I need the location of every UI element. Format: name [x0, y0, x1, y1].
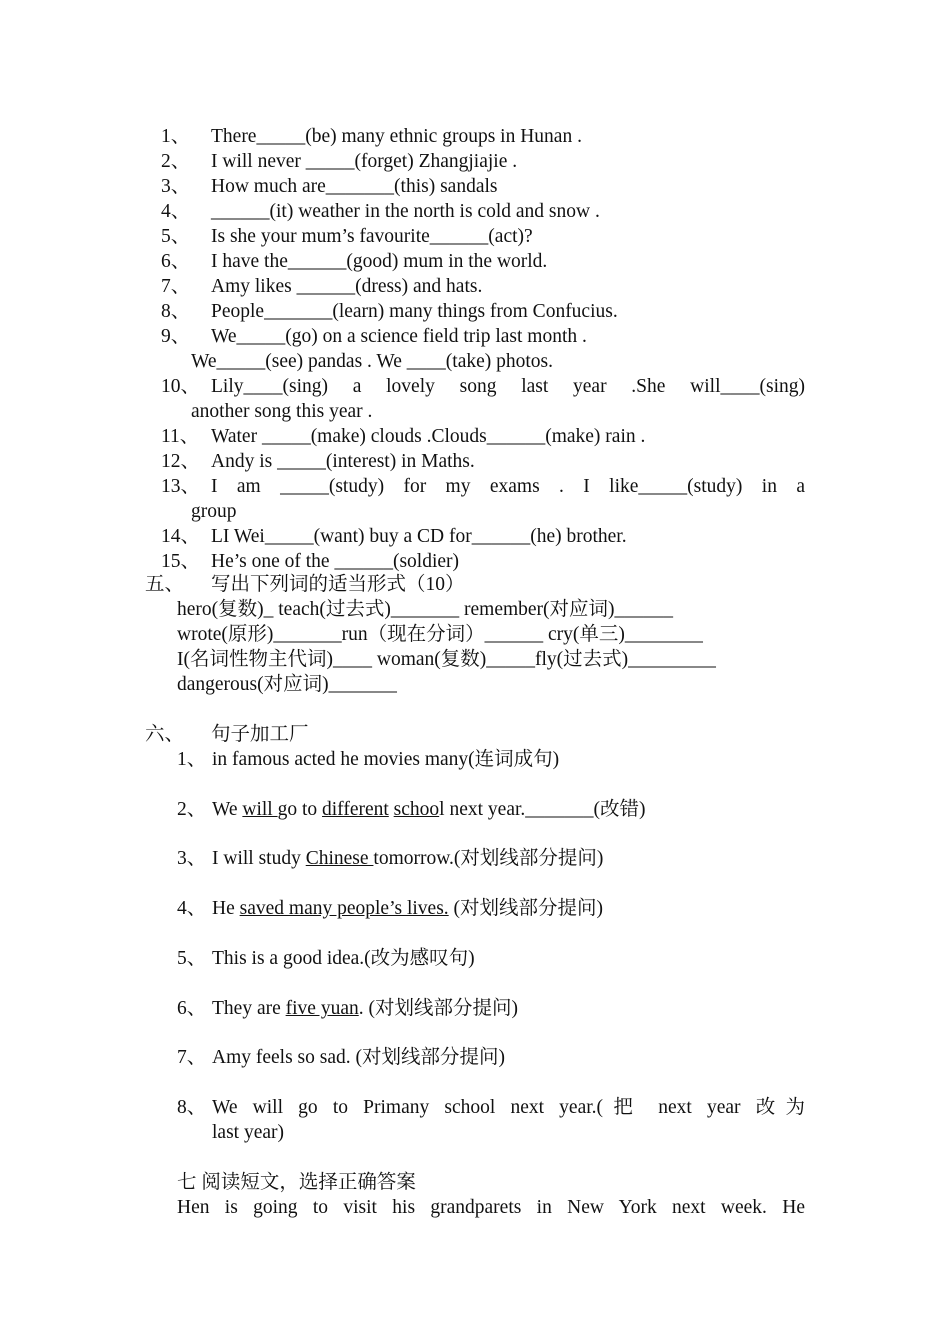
exercise-text: How much are_______(this) sandals: [211, 176, 498, 197]
underlined-text: will: [242, 799, 278, 820]
item-number: 6、: [177, 998, 207, 1019]
item-number: 15、: [161, 551, 201, 572]
word-form-line: I(名词性物主代词)____ woman(复数)_____fly(过去式)_________: [177, 649, 716, 670]
item-number: 11、: [161, 426, 200, 447]
exercise-text: We will go to Primany school next year.(把 next year 改为: [212, 1097, 805, 1118]
item-number: 6、: [161, 251, 191, 272]
section-heading-number: 六、: [145, 724, 185, 745]
item-number: 1、: [161, 126, 191, 147]
exercise-text: [212, 797, 646, 822]
word-form-line: wrote(原形)_______run（现在分词）______ cry(单三)________: [177, 624, 703, 645]
item-number: 9、: [161, 326, 191, 347]
item-number: 4、: [177, 898, 207, 919]
item-number: 7、: [177, 1047, 207, 1068]
exercise-text: He’s one of the ______(soldier): [211, 551, 460, 572]
item-number: 13、: [161, 476, 201, 497]
word-form-line: hero(复数)_ teach(过去式)_______ remember(对应词)______: [177, 599, 674, 620]
text-fragment: tomorrow.(对划线部分提问): [373, 848, 604, 869]
exercise-text: [212, 846, 603, 871]
underlined-text: saved many people’s lives.: [239, 898, 449, 919]
exercise-text: Amy feels so sad. (对划线部分提问): [212, 1047, 506, 1068]
item-number: 14、: [161, 526, 201, 547]
underlined-text: five yuan: [285, 998, 359, 1019]
section-heading-number: 五、: [145, 574, 185, 595]
item-number: 2、: [177, 799, 207, 820]
exercise-text-continued: group: [191, 501, 237, 522]
text-fragment: . (对划线部分提问): [358, 998, 518, 1019]
underlined-text: Chinese: [305, 848, 374, 869]
item-number: 3、: [161, 176, 191, 197]
exercise-text: [212, 996, 518, 1021]
exercise-text: Lily____(sing) a lovely song last year .She will____(sing): [211, 376, 805, 397]
item-number: 7、: [161, 276, 191, 297]
exercise-text: People_______(learn) many things from Confucius.: [211, 301, 618, 322]
exercise-text: Water _____(make) clouds .Clouds______(make) rain .: [211, 426, 646, 447]
reading-passage-line: Hen is going to visit his grandparets in New York next week. He: [177, 1197, 805, 1218]
text-fragment: go to: [277, 799, 323, 820]
item-number: 5、: [177, 948, 207, 969]
exercise-text: This is a good idea.(改为感叹句): [212, 948, 475, 969]
text-fragment: I will study: [212, 848, 306, 869]
section-heading: 句子加工厂: [211, 724, 309, 745]
exercise-text: in famous acted he movies many(连词成句): [212, 749, 560, 770]
item-number: 12、: [161, 451, 201, 472]
text-fragment: (对划线部分提问): [448, 898, 604, 919]
exercise-text: I will never _____(forget) Zhangjiajie .: [211, 151, 518, 172]
exercise-text: [212, 896, 603, 921]
underlined-text: different: [322, 799, 389, 820]
exercise-text: Amy likes ______(dress) and hats.: [211, 276, 483, 297]
exercise-text-continued: We_____(see) pandas . We ____(take) photos.: [191, 351, 554, 372]
section-heading: 七 阅读短文，选择正确答案: [177, 1172, 416, 1193]
exercise-text: I am _____(study) for my exams . I like_____(study) in a: [211, 476, 805, 497]
text-fragment: l next year._______(改错): [439, 799, 646, 820]
exercise-text: ______(it) weather in the north is cold and snow .: [211, 201, 600, 222]
text-fragment: He: [212, 898, 240, 919]
exercise-text-continued: another song this year .: [191, 401, 373, 422]
item-number: 2、: [161, 151, 191, 172]
item-number: 3、: [177, 848, 207, 869]
item-number: 5、: [161, 226, 191, 247]
exercise-text: We_____(go) on a science field trip last month .: [211, 326, 587, 347]
item-number: 4、: [161, 201, 191, 222]
exercise-text-continued: last year): [212, 1122, 285, 1143]
item-number: 8、: [177, 1097, 207, 1118]
item-number: 10、: [161, 376, 201, 397]
exercise-text: There_____(be) many ethnic groups in Hunan .: [211, 126, 582, 147]
text-fragment: We: [212, 799, 243, 820]
section-heading: 写出下列词的适当形式（10）: [211, 574, 465, 595]
exercise-text: Is she your mum’s favourite______(act)?: [211, 226, 533, 247]
exercise-text: I have the______(good) mum in the world.: [211, 251, 548, 272]
exercise-text: LI Wei_____(want) buy a CD for______(he) brother.: [211, 526, 627, 547]
exercise-text: Andy is _____(interest) in Maths.: [211, 451, 475, 472]
item-number: 8、: [161, 301, 191, 322]
underlined-text: schoo: [393, 799, 440, 820]
word-form-line: dangerous(对应词)_______: [177, 674, 397, 695]
item-number: 1、: [177, 749, 207, 770]
text-fragment: They are: [212, 998, 286, 1019]
